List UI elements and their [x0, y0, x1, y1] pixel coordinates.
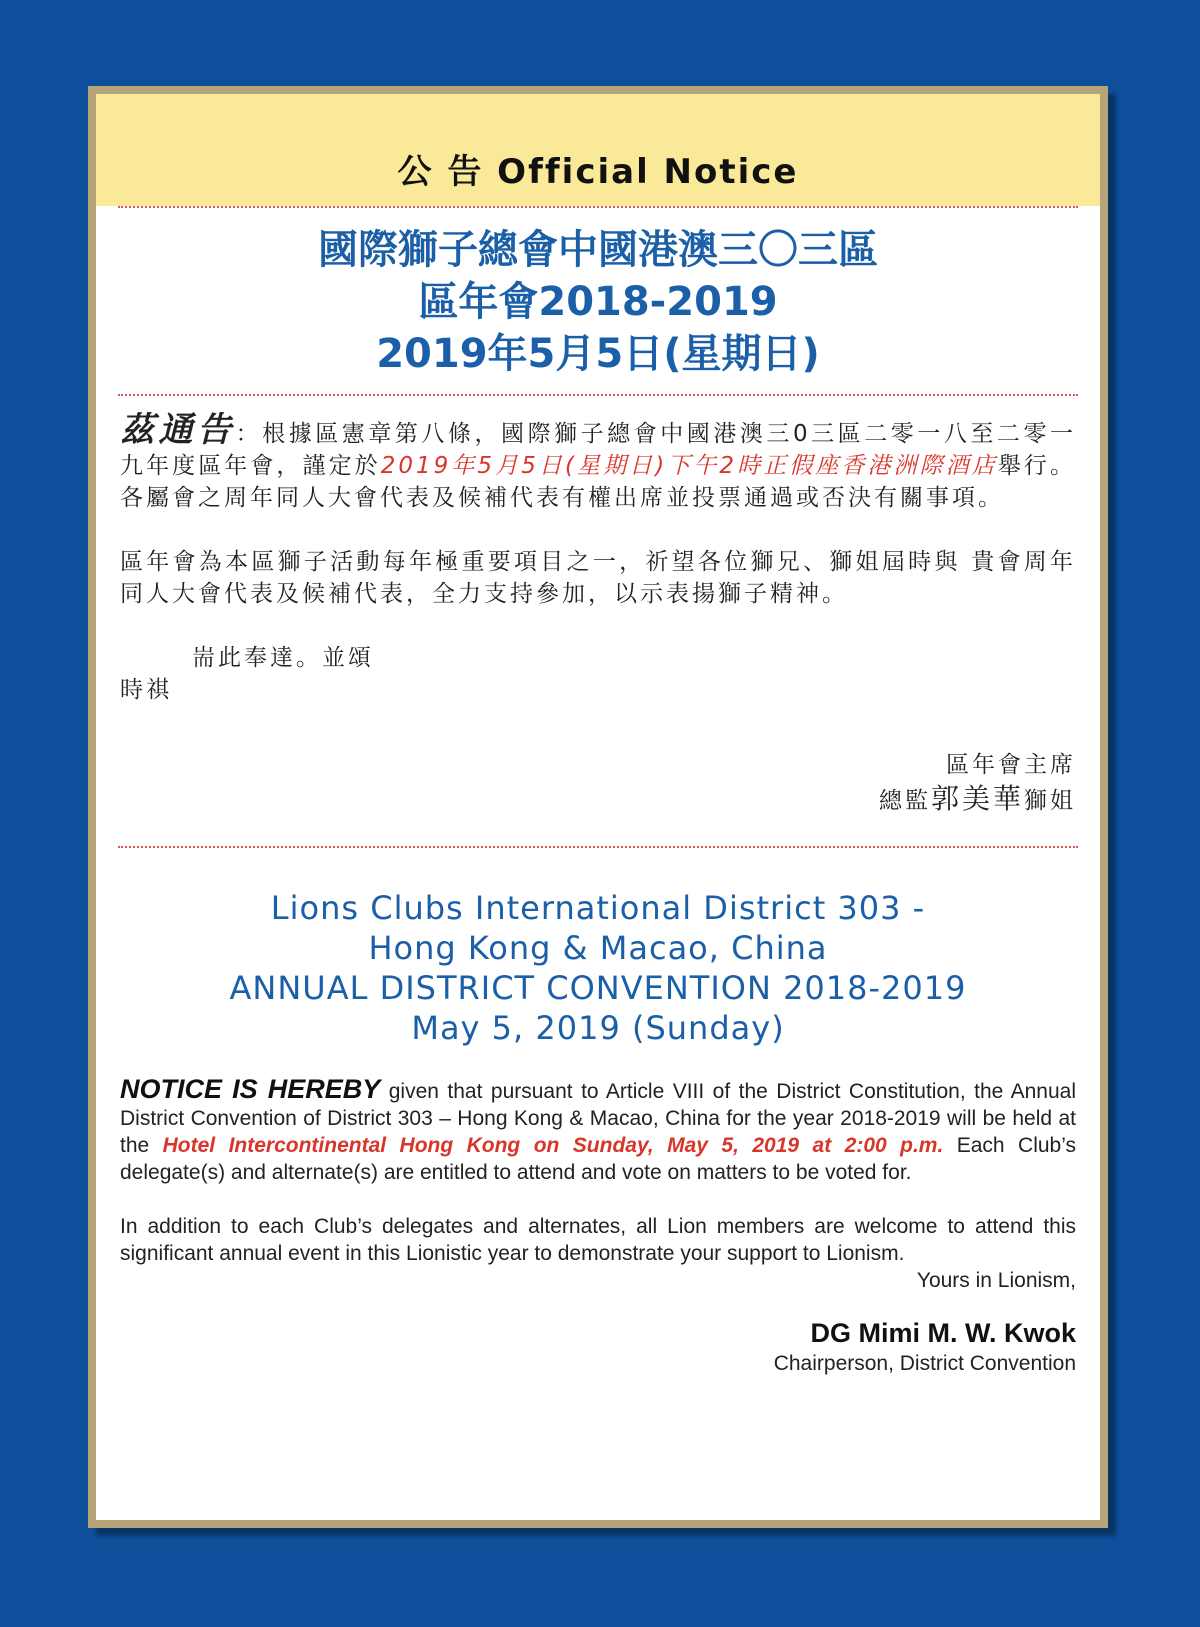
zh-closing-1: 耑此奉達。並頌: [192, 645, 374, 671]
en-title-line: Hong Kong & Macao, China: [368, 929, 828, 967]
en-paragraph-2: In addition to each Club’s delegates and alternates, all Lion members are welcome to attend this significant annual event in this Lionistic year to demonstrate your support to Lionism.: [120, 1215, 1076, 1265]
zh-p1-highlight: 2019年5月5日(星期日)下午2時正假座香港洲際酒店: [380, 453, 998, 479]
zh-sig-prefix: 總監: [878, 788, 931, 814]
zh-body: [96, 396, 1100, 706]
zh-sig-name: 郭美華: [930, 782, 1024, 815]
zh-p1-text: ：根據區憲章第八條，國際獅子總會中國港澳三0三區二零一八至二零一九年度區年會，謹定於: [120, 421, 1076, 479]
notice-header: [96, 94, 1100, 206]
en-signature: [96, 1267, 1100, 1377]
zh-sig-suffix: 獅姐: [1024, 788, 1076, 814]
zh-sig-role: 區年會主席: [946, 752, 1076, 778]
en-title-line: ANNUAL DISTRICT CONVENTION 2018-2019: [229, 969, 967, 1007]
zh-sig-line: [96, 782, 1076, 818]
en-lead: NOTICE IS HEREBY: [120, 1074, 381, 1104]
en-p1-text: given that pursuant to Article VIII of the District Constitution, the Annual District Convention of District 303 – Hong Kong & Macao, China for the year 2018-2019 will be held at the: [120, 1080, 1076, 1157]
zh-signature: [96, 748, 1100, 818]
en-body: [96, 1048, 1100, 1267]
zh-paragraph-2: 區年會為本區獅子活動每年極重要項目之一，祈望各位獅兄、獅姐屆時與 貴會周年同人大會代表及候補代表，全力支持參加，以示表揚獅子精神。: [120, 549, 1076, 607]
zh-closing-2: 時祺: [120, 677, 172, 703]
notice-card: [88, 86, 1108, 1528]
header-title: 公 告 Official Notice: [397, 152, 799, 192]
zh-title-line: 區年會2018-2019: [418, 279, 778, 325]
en-paragraph-1: [120, 1076, 1076, 1186]
zh-paragraph-1: [120, 410, 1077, 514]
en-sig-name: DG Mimi M. W. Kwok: [810, 1318, 1076, 1348]
en-sig-role: Chairperson, District Convention: [773, 1352, 1076, 1375]
en-p1-text-end: Each Club’s delegate(s) and alternate(s) are entitled to attend and vote on matters to be voted for.: [120, 1134, 1077, 1184]
zh-p1-text-end: 舉行。各屬會之周年同人大會代表及候補代表有權出席並投票通過或否決有關事項。: [120, 453, 1077, 511]
en-title: [96, 848, 1100, 1048]
en-closing: Yours in Lionism,: [916, 1269, 1076, 1292]
zh-lead: 茲通告: [120, 410, 236, 450]
zh-title-line: 國際獅子總會中國港澳三〇三區: [318, 227, 878, 273]
en-p1-highlight: Hotel Intercontinental Hong Kong on Sunday, May 5, 2019 at 2:00 p.m.: [162, 1134, 944, 1157]
en-title-line: Lions Clubs International District 303 -: [270, 889, 926, 927]
zh-title-line: 2019年5月5日(星期日): [376, 331, 820, 377]
zh-title: [96, 208, 1100, 380]
en-title-line: May 5, 2019 (Sunday): [411, 1009, 785, 1047]
